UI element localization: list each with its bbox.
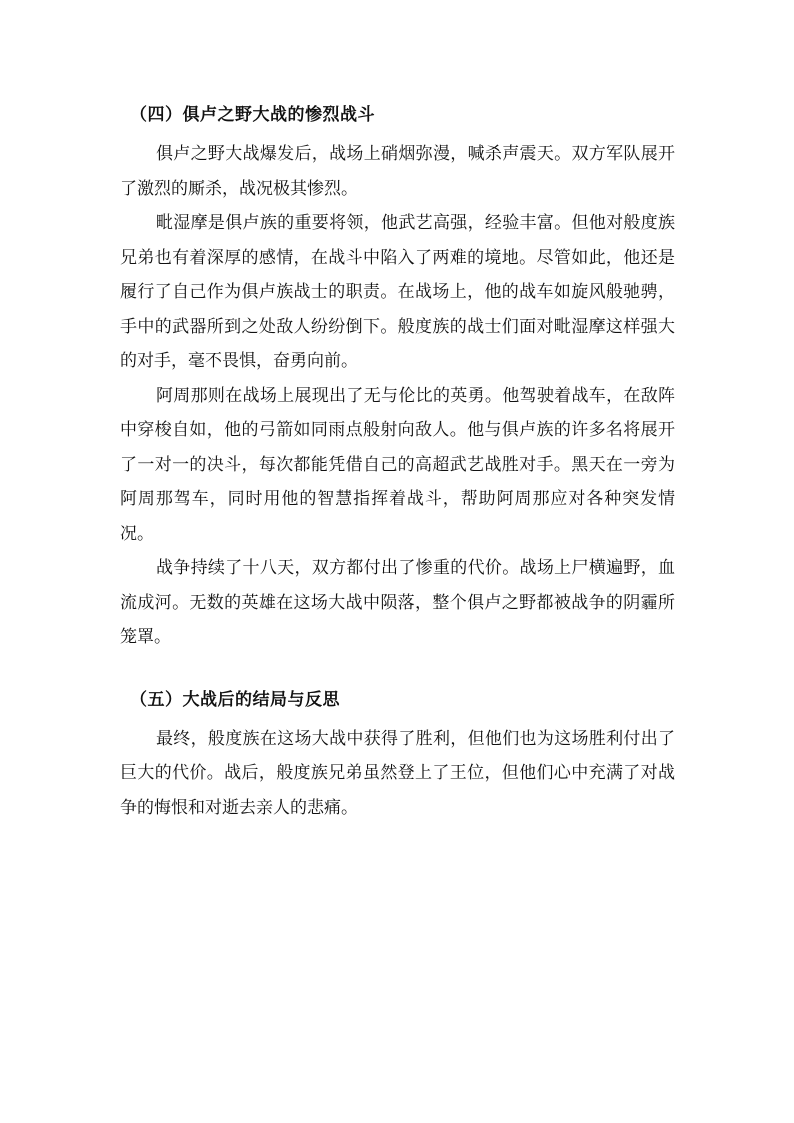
section-4	[120, 96, 675, 655]
paragraph: 战争持续了十八天，双方都付出了惨重的代价。战场上尸横遍野，血流成河。无数的英雄在这场大战中陨落，整个俱卢之野都被战争的阴霾所笼罩。	[120, 558, 675, 647]
paragraph: 最终，般度族在这场大战中获得了胜利，但他们也为这场胜利付出了巨大的代价。战后，般度族兄弟虽然登上了王位，但他们心中充满了对战争的悔恨和对逝去亲人的悲痛。	[120, 728, 675, 818]
document-body	[120, 96, 675, 825]
paragraph: 毗湿摩是俱卢族的重要将领，他武艺高强，经验丰富。但他对般度族兄弟也有着深厚的感情，在战斗中陷入了两难的境地。尽管如此，他还是履行了自己作为俱卢族战士的职责。在战场上，他的战车如旋风般驰骋，手中的武器所到之处敌人纷纷倒下。般度族的战士们面对毗湿摩这样强大的对手，毫不畏惧，奋勇向前。	[120, 213, 675, 371]
section-heading: （五）大战后的结局与反思	[130, 689, 340, 710]
paragraph: 俱卢之野大战爆发后，战场上硝烟弥漫，喊杀声震天。双方军队展开了激烈的厮杀，战况极其惨烈。	[120, 144, 675, 199]
section-5	[120, 681, 675, 826]
paragraph: 阿周那则在战场上展现出了无与伦比的英勇。他驾驶着战车，在敌阵中穿梭自如，他的弓箭如同雨点般射向敌人。他与俱卢族的许多名将展开了一对一的决斗，每次都能凭借自己的高超武艺战胜对手。黑天在一旁为阿周那驾车，同时用他的智慧指挥着战斗，帮助阿周那应对各种突发情况。	[120, 385, 675, 544]
section-heading: （四）俱卢之野大战的惨烈战斗	[130, 105, 375, 125]
